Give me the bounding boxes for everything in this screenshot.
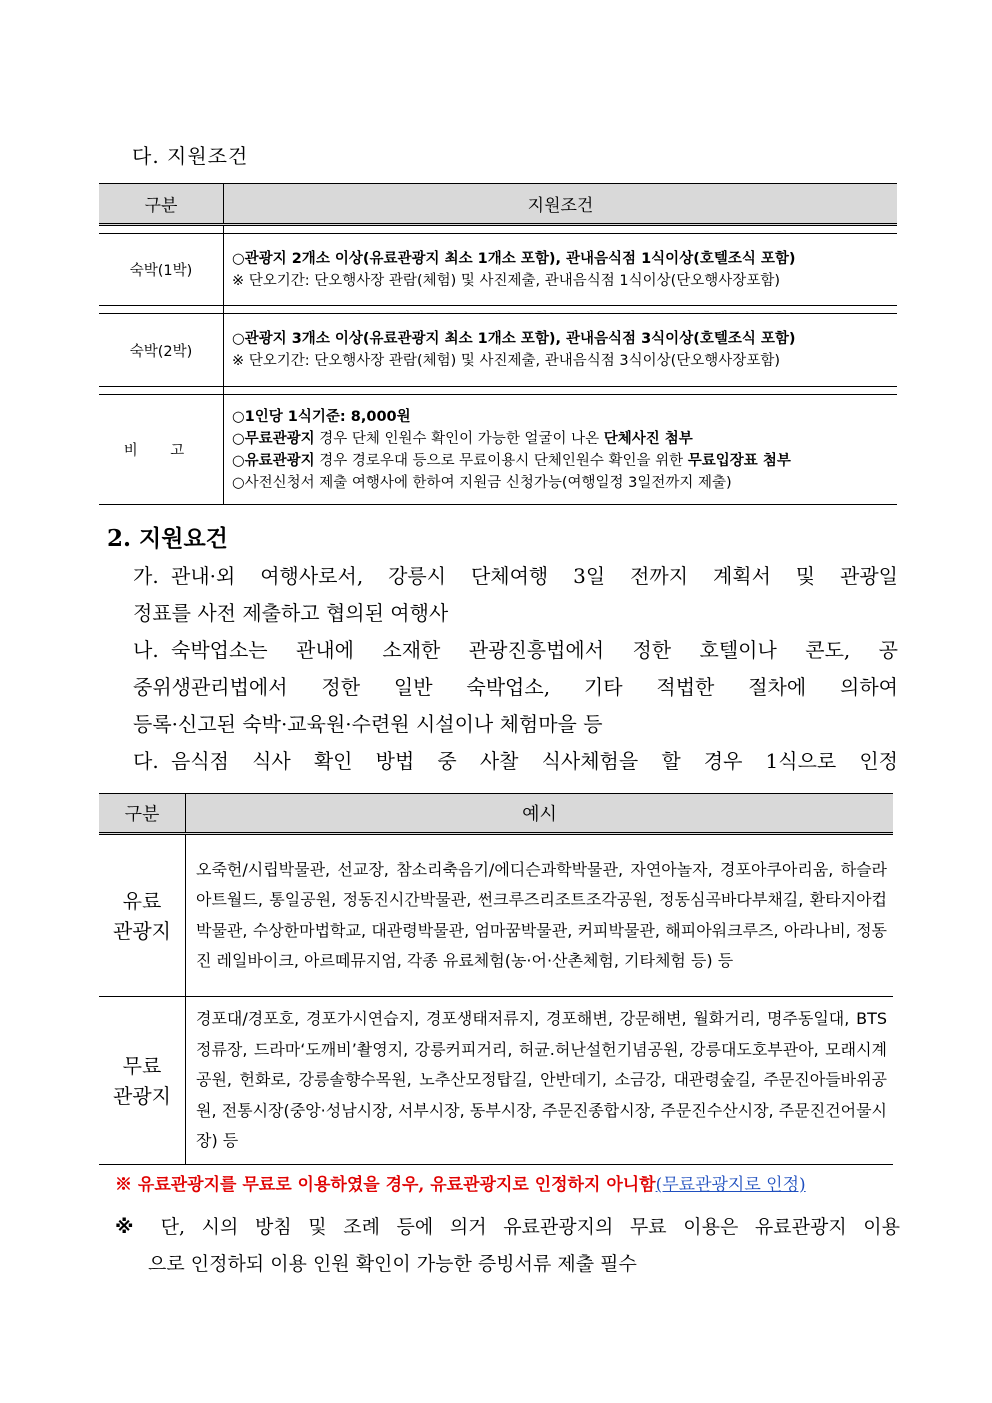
note-link[interactable]: (무료관광지로 인정): [655, 1175, 806, 1195]
item-label: 가.: [133, 564, 159, 588]
remark-line: ○사전신청서 제출 여행사에 한하여 지원금 신청가능(여행일정 3일전까지 제출): [232, 474, 732, 491]
reference-mark-icon: ※: [115, 1216, 145, 1238]
condition-line: ○관광지 2개소 이상(유료관광지 최소 1개소 포함), 관내음식점 1식이상(호텔조식 포함): [232, 250, 796, 267]
row-label: 유료 관광지: [99, 834, 186, 997]
condition-note: ※ 단오기간: 단오행사장 관람(체험) 및 사진제출, 관내음식점 3식이상(단오행사장포함): [232, 353, 780, 369]
remark-line: ○무료관광지 경우 단체 인원수 확인이 가능한 얼굴이 나온 단체사진 첨부: [232, 430, 693, 447]
requirements-list: [133, 558, 898, 780]
list-item: 가. 관내·외 여행사로서, 강릉시 단체여행 3일 전까지 계획서 및 관광일 정표를 사전 제출하고 협의된 여행사: [133, 558, 898, 632]
list-item: 다. 음식점 식사 확인 방법 중 사찰 식사체험을 할 경우 1식으로 인정: [133, 743, 898, 780]
table-row-remarks: [99, 395, 897, 505]
table-row: [99, 834, 893, 997]
remarks-content: [224, 395, 898, 505]
condition-line: ○관광지 3개소 이상(유료관광지 최소 1개소 포함), 관내음식점 3식이상(호텔조식 포함): [232, 331, 796, 347]
item-label: 다.: [133, 749, 159, 773]
list-item: 나. 숙박업소는 관내에 소재한 관광진흥법에서 정한 호텔이나 콘도, 공 중위생관리법에서 정한 일반 숙박업소, 기타 적법한 절차에 의하여 등록·신고된 숙박·교육원·수련원 시설이나 체험마을 등: [133, 632, 898, 743]
table-row: [99, 997, 893, 1165]
row-content: [224, 234, 898, 306]
condition-note: ※ 단오기간: 단오행사장 관람(체험) 및 사진제출, 관내음식점 1식이상(단오행사장포함): [232, 272, 780, 289]
reference-mark-icon: ※: [115, 1175, 132, 1195]
row-content: [224, 314, 898, 387]
row-label: 숙박(1박): [99, 234, 224, 306]
section-2-heading: 2. 지원요건: [107, 525, 228, 552]
note-paid-as-free: ※ 유료관광지를 무료로 이용하였을 경우, 유료관광지로 인정하지 아니함(무료관광지로 인정): [115, 1175, 806, 1195]
row-label: 비 고: [99, 395, 224, 505]
remark-line: ○1인당 1식기준: 8,000원: [232, 408, 411, 425]
note-city-policy: ※ 단, 시의 방침 및 조례 등에 의거 유료관광지의 무료 이용은 유료관광지 이용 으로 인정하되 이용 인원 확인이 가능한 증빙서류 제출 필수: [115, 1216, 900, 1275]
header-category: 구분: [99, 184, 224, 225]
remark-line: ○유료관광지 경우 경로우대 등으로 무료이용시 단체인원수 확인을 위한 무료입장표 첨부: [232, 452, 791, 469]
table-header-row: [99, 794, 893, 834]
table-row: [99, 314, 897, 387]
header-category: 구분: [99, 794, 186, 834]
table-row: [99, 234, 897, 306]
support-conditions-table: [99, 183, 897, 505]
header-conditions: 지원조건: [224, 184, 898, 225]
item-label: 나.: [133, 638, 159, 662]
row-label: 숙박(2박): [99, 314, 224, 387]
table-header-row: [99, 184, 897, 225]
row-content: 오죽헌/시립박물관, 선교장, 참소리축음기/에디슨과학박물관, 자연아놀자, 경포아쿠아리움, 하슬라아트월드, 통일공원, 정동진시간박물관, 썬크루즈리조트조각공원, 정동심곡바다부채길, 환타지아컵박물관, 수상한마법학교, 대관령박물관, 엄마꿈박물관, 커피박물관, 해피아워크루즈, 아라나비, 정동진 레일바이크, 아르떼뮤지엄, 각종 유료체험(농·어·산촌체험, 기타체험 등) 등: [186, 834, 894, 997]
row-content: 경포대/경포호, 경포가시연습지, 경포생태저류지, 경포해변, 강문해변, 월화거리, 명주동일대, BTS정류장, 드라마‘도깨비’촬영지, 강릉커피거리, 허균.허난설헌기념공원, 강릉대도호부관아, 모래시계공원, 헌화로, 강릉솔향수목원, 노추산모정탑길, 안반데기, 소금강, 대관령숲길, 주문진아들바위공원, 전통시장(중앙·성남시장, 서부시장, 동부시장, 주문진종합시장, 주문진수산시장, 주문진건어물시장) 등: [186, 997, 894, 1165]
header-examples: 예시: [186, 794, 894, 834]
row-label: 무료 관광지: [99, 997, 186, 1165]
section-c-heading: 다. 지원조건: [132, 144, 249, 168]
tourist-sites-table: [99, 793, 893, 1165]
